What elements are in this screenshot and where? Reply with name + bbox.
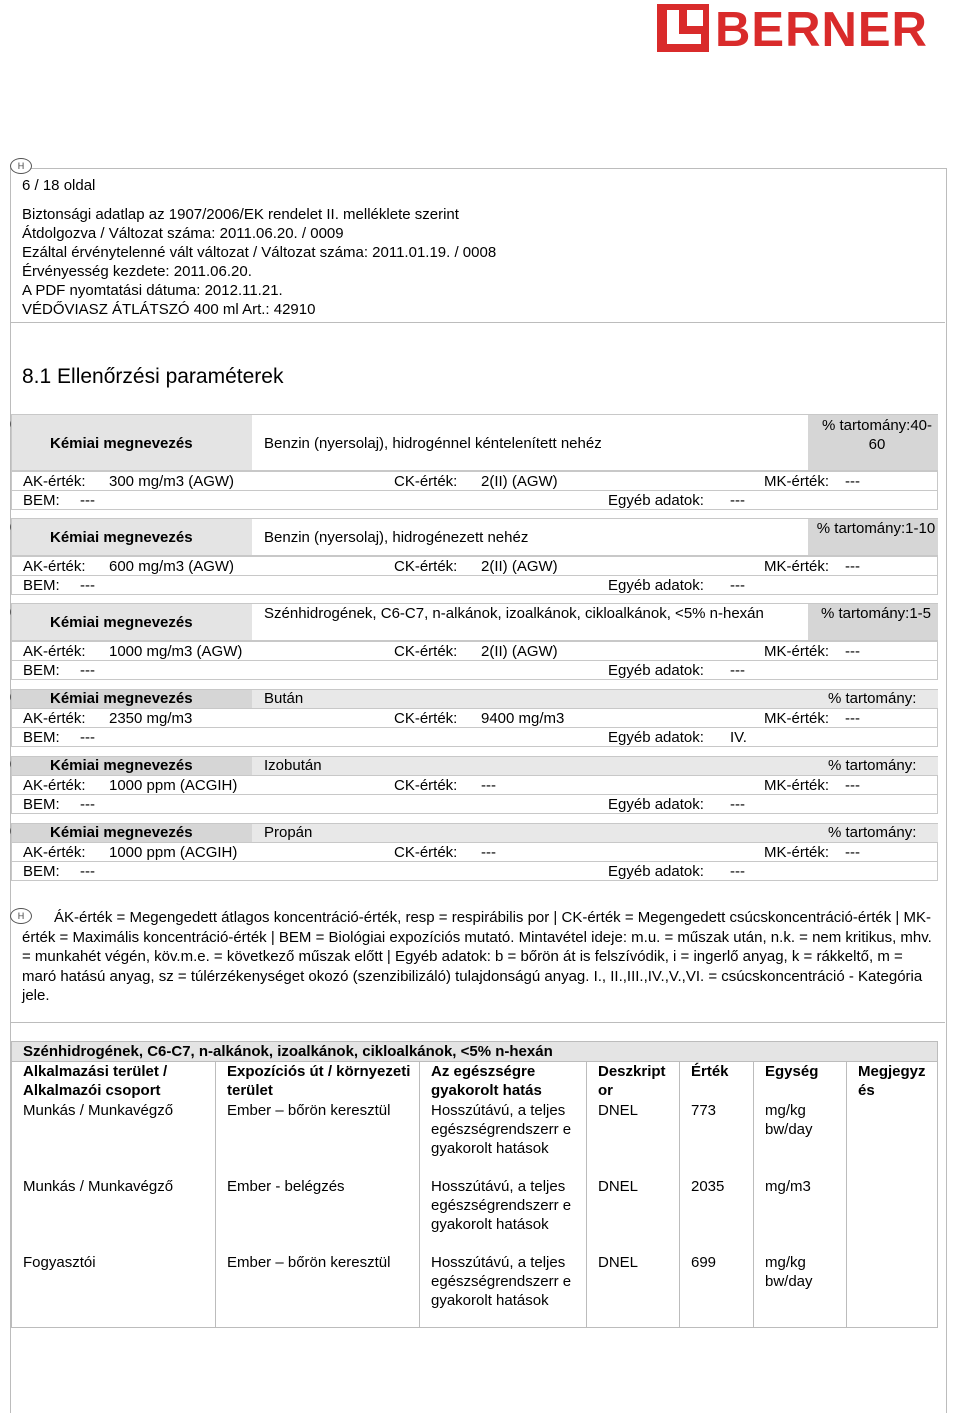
mk-label: MK-érték:	[764, 558, 830, 575]
chem-name-label: Kémiai megnevezés	[50, 614, 193, 631]
ck-label: CK-érték:	[394, 643, 458, 660]
column-header: Egység	[765, 1063, 819, 1080]
header-line: A PDF nyomtatási dátuma: 2012.11.21.	[22, 282, 283, 299]
table-cell: DNEL	[598, 1178, 639, 1195]
bem-row	[11, 575, 938, 595]
concentration-range: % tartomány:	[828, 757, 917, 774]
ak-value: 1000 mg/m3 (AGW)	[109, 643, 243, 660]
column-header: Az egészségre gyakorolt hatás	[431, 1063, 542, 1099]
table-cell: Ember - belégzés	[227, 1178, 345, 1195]
ak-value: 600 mg/m3 (AGW)	[109, 558, 235, 575]
concentration-range: % tartomány:40-60	[821, 417, 933, 453]
bem-label: BEM:	[23, 492, 60, 509]
table-cell: DNEL	[598, 1254, 639, 1271]
chem-name-label: Kémiai megnevezés	[50, 529, 193, 546]
ck-label: CK-érték:	[394, 473, 458, 490]
mk-value: ---	[845, 473, 860, 490]
other-value: ---	[730, 577, 745, 594]
component-header	[11, 689, 938, 709]
h-marker-icon: H	[10, 158, 32, 174]
ak-value: 1000 ppm (ACGIH)	[109, 777, 238, 794]
table-cell: DNEL	[598, 1102, 639, 1119]
table-cell: 2035	[691, 1178, 725, 1195]
concentration-range: % tartomány:1-10	[816, 520, 936, 537]
mk-label: MK-érték:	[764, 643, 830, 660]
limit-row	[11, 641, 938, 661]
other-label: Egyéb adatok:	[608, 796, 704, 813]
bem-value: ---	[80, 577, 95, 594]
other-label: Egyéb adatok:	[608, 492, 704, 509]
ak-label: AK-érték:	[23, 777, 86, 794]
other-label: Egyéb adatok:	[608, 863, 704, 880]
chem-name: Szénhidrogének, C6-C7, n-alkánok, izoalkánok, cikloalkánok, <5% n-hexán	[264, 605, 764, 622]
ak-value: 300 mg/m3 (AGW)	[109, 473, 235, 490]
logo-text: BERNER	[715, 3, 928, 57]
header-line: Érvényesség kezdete: 2011.06.20.	[22, 263, 252, 280]
table-cell: Hosszútávú, a teljes egészségrendszerr e gyakorolt hatások	[431, 1178, 572, 1233]
limit-row	[11, 775, 938, 795]
ak-label: AK-érték:	[23, 558, 86, 575]
table-cell: Ember – bőrön keresztül	[227, 1102, 391, 1119]
other-label: Egyéb adatok:	[608, 729, 704, 746]
chem-name: Bután	[264, 690, 304, 707]
ck-label: CK-érték:	[394, 710, 458, 727]
ak-label: AK-érték:	[23, 844, 86, 861]
logo-mark-icon	[657, 4, 709, 52]
berner-logo	[657, 3, 960, 57]
bem-row	[11, 660, 938, 680]
ck-value: 2(II) (AGW)	[481, 558, 558, 575]
ck-value: 2(II) (AGW)	[481, 643, 558, 660]
divider	[10, 1022, 945, 1023]
component-header	[11, 756, 938, 776]
header-line: Biztonsági adatlap az 1907/2006/EK rendelet II. melléklete szerint	[22, 206, 459, 223]
mk-value: ---	[845, 710, 860, 727]
column-header: Expozíciós út / környezeti terület	[227, 1063, 411, 1099]
ak-label: AK-érték:	[23, 643, 86, 660]
header-line: Ezáltal érvénytelenné vált változat / Változat száma: 2011.01.19. / 0008	[22, 244, 497, 261]
table-title: Szénhidrogének, C6-C7, n-alkánok, izoalkánok, cikloalkánok, <5% n-hexán	[23, 1043, 553, 1060]
ak-label: AK-érték:	[23, 473, 86, 490]
chem-name-label: Kémiai megnevezés	[50, 435, 193, 452]
column-header: Deszkript or	[598, 1063, 666, 1099]
other-value: ---	[730, 796, 745, 813]
limit-row	[11, 842, 938, 862]
bem-label: BEM:	[23, 796, 60, 813]
limit-row	[11, 556, 938, 576]
mk-label: MK-érték:	[764, 710, 830, 727]
concentration-range: % tartomány:1-5	[820, 605, 932, 622]
table-cell: mg/kg bw/day	[765, 1254, 813, 1290]
chem-name: Benzin (nyersolaj), hidrogénnel kéntelenített nehéz	[264, 435, 602, 452]
component-header	[11, 603, 938, 641]
bem-label: BEM:	[23, 662, 60, 679]
chem-name-label: Kémiai megnevezés	[50, 757, 193, 774]
table-cell: Hosszútávú, a teljes egészségrendszerr e gyakorolt hatások	[431, 1102, 572, 1157]
ck-label: CK-érték:	[394, 777, 458, 794]
legend-text	[22, 908, 940, 1006]
ak-value: 2350 mg/m3	[109, 710, 193, 727]
h-marker-icon: H	[10, 908, 32, 924]
chem-name-label: Kémiai megnevezés	[50, 690, 193, 707]
bem-row	[11, 490, 938, 510]
other-label: Egyéb adatok:	[608, 662, 704, 679]
mk-label: MK-érték:	[764, 844, 830, 861]
chem-name: Izobután	[264, 757, 322, 774]
other-value: ---	[730, 492, 745, 509]
ck-value: ---	[481, 844, 496, 861]
mk-label: MK-érték:	[764, 777, 830, 794]
other-value: IV.	[730, 729, 747, 746]
bem-value: ---	[80, 796, 95, 813]
table-cell: Hosszútávú, a teljes egészségrendszerr e gyakorolt hatások	[431, 1254, 572, 1309]
header-line: VÉDŐVIASZ ÁTLÁTSZÓ 400 ml Art.: 42910	[22, 301, 316, 318]
column-header: Alkalmazási terület / Alkalmazói csoport	[23, 1063, 168, 1099]
table-cell: Munkás / Munkavégző	[23, 1178, 174, 1195]
section-title: 8.1 Ellenőrzési paraméterek	[22, 365, 284, 388]
column-header: Érték	[691, 1063, 729, 1080]
bem-label: BEM:	[23, 577, 60, 594]
table-cell: Munkás / Munkavégző	[23, 1102, 174, 1119]
chem-name-label: Kémiai megnevezés	[50, 824, 193, 841]
ak-value: 1000 ppm (ACGIH)	[109, 844, 238, 861]
mk-value: ---	[845, 643, 860, 660]
bem-value: ---	[80, 492, 95, 509]
bem-value: ---	[80, 863, 95, 880]
table-cell: mg/m3	[765, 1178, 811, 1195]
other-value: ---	[730, 662, 745, 679]
ck-value: ---	[481, 777, 496, 794]
divider	[10, 322, 945, 323]
table-cell: 699	[691, 1254, 717, 1271]
ck-value: 9400 mg/m3	[481, 710, 565, 727]
other-label: Egyéb adatok:	[608, 577, 704, 594]
mk-value: ---	[845, 777, 860, 794]
bem-value: ---	[80, 662, 95, 679]
header-line: Átdolgozva / Változat száma: 2011.06.20. / 0009	[22, 225, 344, 242]
limit-row	[11, 708, 938, 728]
component-header	[11, 414, 938, 471]
dnel-table	[11, 1041, 938, 1328]
ck-label: CK-érték:	[394, 558, 458, 575]
mk-value: ---	[845, 558, 860, 575]
chem-name: Benzin (nyersolaj), hidrogénezett nehéz	[264, 529, 529, 546]
bem-row	[11, 794, 938, 814]
table-cell: mg/kg bw/day	[765, 1102, 813, 1138]
table-cell: Ember – bőrön keresztül	[227, 1254, 391, 1271]
mk-value: ---	[845, 844, 860, 861]
ak-label: AK-érték:	[23, 710, 86, 727]
column-header: Megjegyz és	[858, 1063, 926, 1099]
component-header	[11, 823, 938, 843]
concentration-range: % tartomány:	[828, 690, 917, 707]
concentration-range: % tartomány:	[828, 824, 917, 841]
bem-row	[11, 727, 938, 747]
bem-row	[11, 861, 938, 881]
chem-name: Propán	[264, 824, 313, 841]
table-cell: Fogyasztói	[23, 1254, 96, 1271]
limit-row	[11, 471, 938, 491]
bem-label: BEM:	[23, 863, 60, 880]
ck-label: CK-érték:	[394, 844, 458, 861]
component-header	[11, 518, 938, 556]
legend-body: ÁK-érték = Megengedett átlagos koncentráció-érték, resp = respirábilis por | CK-érték = Megengedett csúcskoncentráció-érték | MK-érték = Maximális koncentráció-érték | BEM = Biológiai expozíciós mutató. Mintavétel ideje: m.u. = műszak után, n.k. = nem kritikus, mhv. = munkahét végén, köv.m.e. = következő műszak előtt | Egyéb adatok: b = bőrön át is felszívódik, i = ingerlő anyag, k = rákkeltő, m = maró hatású anyag, sz = túlérzékenységet okozó (szenzibilizáló) tulajdonságú anyag. I., II.,III.,IV.,V.,VI. = csúcskoncentráció - Kategória jele.	[22, 909, 932, 1004]
other-value: ---	[730, 863, 745, 880]
ck-value: 2(II) (AGW)	[481, 473, 558, 490]
bem-label: BEM:	[23, 729, 60, 746]
page-number: 6 / 18 oldal	[22, 177, 96, 194]
bem-value: ---	[80, 729, 95, 746]
table-cell: 773	[691, 1102, 717, 1119]
mk-label: MK-érték:	[764, 473, 830, 490]
